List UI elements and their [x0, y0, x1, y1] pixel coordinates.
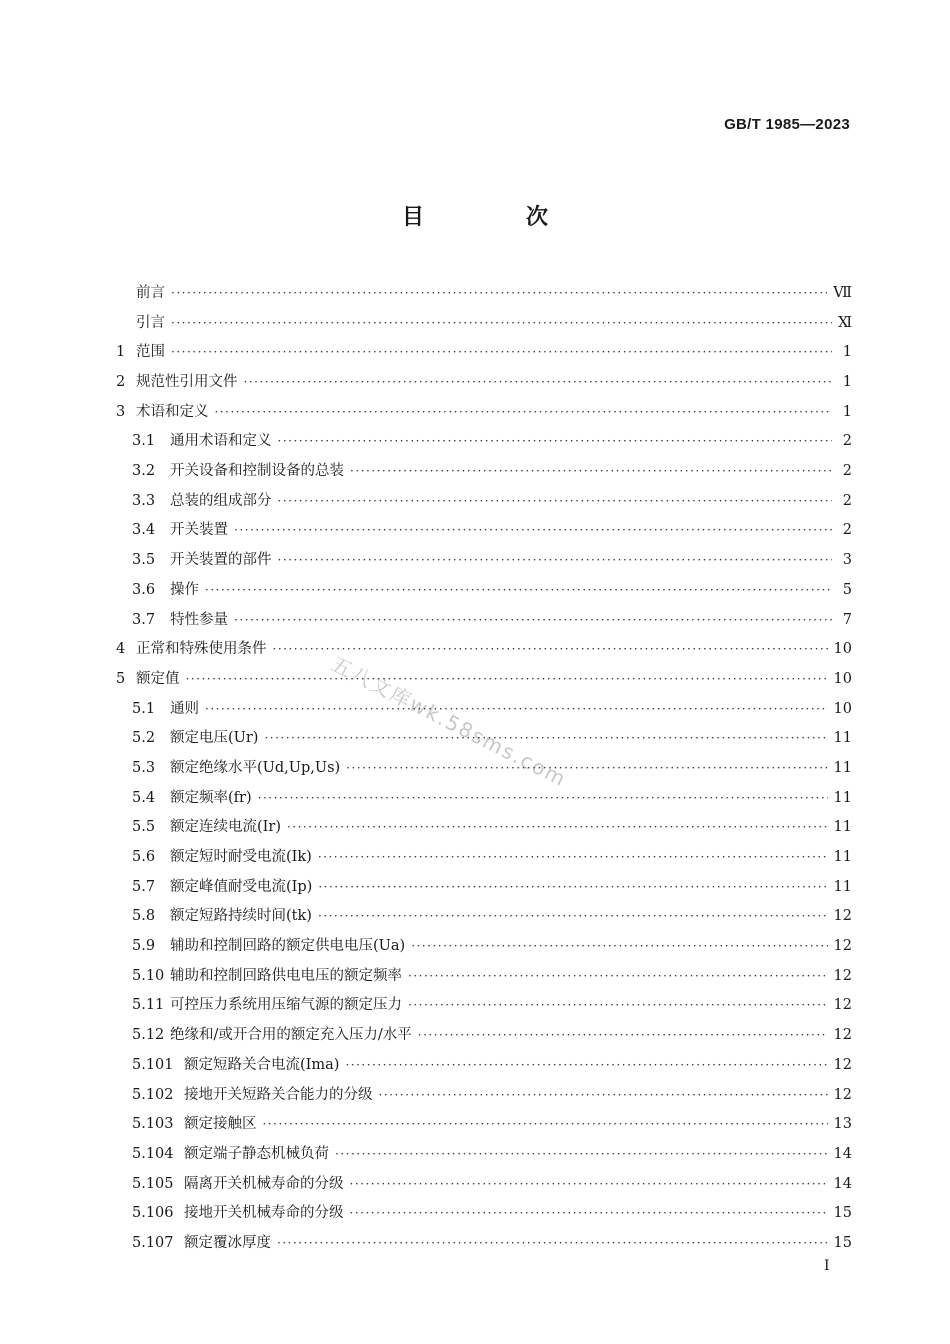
- toc-entry-number: 5.5: [132, 819, 156, 836]
- toc-entry-label: 额定接触区: [184, 1116, 257, 1133]
- toc-entry-number: 5.1: [132, 700, 156, 717]
- toc-entry[interactable]: [116, 665, 852, 695]
- toc-entry-page: 12: [833, 967, 852, 984]
- toc-entry-label: 绝缘和/或开合用的额定充入压力/水平: [170, 1027, 412, 1044]
- toc-entry-page: 10: [833, 670, 852, 687]
- toc-entry-label: 额定覆冰厚度: [184, 1234, 271, 1251]
- toc-dot-leader: [379, 1081, 828, 1111]
- toc-dot-leader: [350, 1170, 828, 1200]
- toc-entry[interactable]: [116, 1051, 852, 1081]
- toc-dot-leader: [278, 487, 833, 517]
- toc-entry-page: 11: [833, 878, 852, 895]
- toc-entry-page: 1: [842, 403, 852, 420]
- toc-entry-page: 13: [833, 1116, 852, 1133]
- toc-entry-label: 额定连续电流(Ir): [170, 819, 281, 836]
- toc-entry-number: 3.6: [132, 581, 156, 598]
- toc-entry-page: 14: [833, 1145, 852, 1162]
- toc-entry[interactable]: [116, 398, 852, 428]
- toc-entry-label: 额定绝缘水平(Ud,Up,Us): [170, 759, 341, 776]
- toc-dot-leader: [171, 338, 832, 368]
- toc-entry[interactable]: [116, 309, 852, 339]
- toc-entry-label: 通用术语和定义: [170, 433, 272, 450]
- toc-entry-number: 5.101: [132, 1056, 174, 1073]
- toc-entry-label: 开关装置的部件: [170, 552, 272, 569]
- toc-entry-number: 5.103: [132, 1116, 174, 1133]
- toc-entry-page: 12: [833, 1056, 852, 1073]
- toc-entry[interactable]: [116, 368, 852, 398]
- toc-entry-page: 11: [833, 789, 852, 806]
- toc-entry-label: 额定频率(fr): [170, 789, 252, 806]
- toc-entry[interactable]: [116, 457, 852, 487]
- toc-entry[interactable]: [116, 932, 852, 962]
- toc-dot-leader: [244, 368, 833, 398]
- toc-dot-leader: [258, 784, 828, 814]
- toc-entry[interactable]: [116, 635, 852, 665]
- toc-dot-leader: [346, 754, 827, 784]
- toc-entry-number: 5.4: [132, 789, 156, 806]
- toc-entry-page: Ⅺ: [837, 314, 852, 331]
- toc-entry-page: 11: [833, 819, 852, 836]
- toc-entry[interactable]: [116, 1199, 852, 1229]
- page-number: I: [824, 1258, 830, 1274]
- toc-dot-leader: [278, 427, 833, 457]
- toc-entry-number: 5.105: [132, 1175, 174, 1192]
- toc-entry-number: 5.10: [132, 967, 165, 984]
- toc-entry-label: 额定短时耐受电流(Ik): [170, 849, 312, 866]
- toc-entry-number: 5.11: [132, 997, 165, 1014]
- toc-dot-leader: [186, 665, 828, 695]
- toc-entry[interactable]: [116, 517, 852, 547]
- toc-entry[interactable]: [116, 1140, 852, 1170]
- standard-code: GB/T 1985—2023: [724, 116, 850, 133]
- toc-entry-page: 12: [833, 938, 852, 955]
- toc-entry-label: 辅助和控制回路的额定供电电压(Ua): [170, 938, 406, 955]
- toc-dot-leader: [215, 398, 833, 428]
- toc-entry-page: 15: [833, 1234, 852, 1251]
- toc-entry-label: 规范性引用文件: [136, 374, 238, 391]
- toc-entry[interactable]: [116, 1229, 852, 1259]
- toc-entry-label: 前言: [136, 284, 165, 301]
- toc-entry[interactable]: [116, 843, 852, 873]
- toc-entry[interactable]: [116, 487, 852, 517]
- toc-entry-label: 接地开关短路关合能力的分级: [184, 1086, 373, 1103]
- toc-entry-number: 5.2: [132, 730, 156, 747]
- toc-entry-number: 5.106: [132, 1205, 174, 1222]
- toc-entry-page: 2: [842, 492, 852, 509]
- toc-entry-label: 开关装置: [170, 522, 228, 539]
- toc-entry-label: 特性参量: [170, 611, 228, 628]
- toc-entry-page: 10: [833, 700, 852, 717]
- toc-dot-leader: [418, 1021, 828, 1051]
- toc-entry-number: 3: [116, 403, 126, 420]
- toc-entry-number: 5.107: [132, 1234, 174, 1251]
- toc-entry-label: 通则: [170, 700, 199, 717]
- toc-entry-number: 5.6: [132, 849, 156, 866]
- toc-dot-leader: [408, 991, 828, 1021]
- toc-entry-number: 5.7: [132, 878, 156, 895]
- toc-entry-number: 3.2: [132, 463, 156, 480]
- toc-entry-number: 3.4: [132, 522, 156, 539]
- toc-dot-leader: [350, 457, 832, 487]
- toc-entry-number: 3.3: [132, 492, 156, 509]
- toc-entry-page: 12: [833, 1086, 852, 1103]
- toc-dot-leader: [411, 932, 827, 962]
- toc-entry-label: 正常和特殊使用条件: [136, 641, 267, 658]
- toc-entry-label: 额定短路持续时间(tk): [170, 908, 312, 925]
- toc-dot-leader: [273, 635, 828, 665]
- toc-entry-page: 2: [842, 433, 852, 450]
- toc-entry[interactable]: [116, 1110, 852, 1140]
- toc-entry-number: 3.1: [132, 433, 156, 450]
- toc-entry-number: 1: [116, 344, 126, 361]
- toc-entry[interactable]: [116, 576, 852, 606]
- toc-dot-leader: [345, 1051, 827, 1081]
- toc-entry-label: 术语和定义: [136, 403, 209, 420]
- toc-entry-label: 范围: [136, 344, 165, 361]
- toc-entry-page: 1: [842, 344, 852, 361]
- toc-entry[interactable]: [116, 427, 852, 457]
- toc-entry[interactable]: [116, 784, 852, 814]
- toc-dot-leader: [264, 724, 827, 754]
- toc-entry-label: 隔离开关机械寿命的分级: [184, 1175, 344, 1192]
- toc-entry-number: 5.12: [132, 1027, 165, 1044]
- toc-entry-page: 10: [833, 641, 852, 658]
- toc-dot-leader: [277, 1229, 828, 1259]
- toc-entry-page: 1: [842, 374, 852, 391]
- toc-dot-leader: [234, 516, 832, 546]
- toc-entry-number: 5.102: [132, 1086, 174, 1103]
- toc-entry-label: 引言: [136, 314, 165, 331]
- toc-entry[interactable]: [116, 902, 852, 932]
- toc-entry[interactable]: [116, 606, 852, 636]
- toc-entry-page: 14: [833, 1175, 852, 1192]
- toc-dot-leader: [171, 279, 827, 309]
- toc-entry[interactable]: [116, 754, 852, 784]
- toc-entry-page: 12: [833, 997, 852, 1014]
- toc-entry-label: 总装的组成部分: [170, 492, 272, 509]
- toc-dot-leader: [287, 813, 828, 843]
- toc-entry-label: 操作: [170, 581, 199, 598]
- toc-entry-label: 接地开关机械寿命的分级: [184, 1205, 344, 1222]
- toc-dot-leader: [205, 695, 828, 725]
- toc-entry[interactable]: [116, 992, 852, 1022]
- toc-dot-leader: [234, 606, 832, 636]
- toc-dot-leader: [205, 576, 832, 606]
- toc-entry[interactable]: [116, 1021, 852, 1051]
- toc-entry-page: 2: [842, 522, 852, 539]
- toc-entry-page: 7: [842, 611, 852, 628]
- toc-dot-leader: [318, 843, 828, 873]
- toc-entry-label: 辅助和控制回路供电电压的额定频率: [170, 967, 402, 984]
- toc-dot-leader: [278, 546, 833, 576]
- toc-entry-page: Ⅶ: [833, 284, 852, 301]
- toc-dot-leader: [171, 309, 832, 339]
- toc-entry-number: 5.3: [132, 759, 156, 776]
- toc-entry-number: 5: [116, 670, 126, 687]
- toc-entry-number: 5.8: [132, 908, 156, 925]
- toc-entry-page: 3: [842, 552, 852, 569]
- toc-entry-number: 3.5: [132, 552, 156, 569]
- toc-entry-label: 可控压力系统用压缩气源的额定压力: [170, 997, 402, 1014]
- toc-entry[interactable]: [116, 962, 852, 992]
- toc-dot-leader: [335, 1140, 828, 1170]
- toc-entry-page: 5: [842, 581, 852, 598]
- toc-entry[interactable]: [116, 1081, 852, 1111]
- watermark: 五八文库wk.58sms.com: [327, 651, 571, 792]
- toc-dot-leader: [350, 1199, 828, 1229]
- toc-entry-page: 12: [833, 1027, 852, 1044]
- toc-entry-number: 5.9: [132, 938, 156, 955]
- toc-entry-label: 额定短路关合电流(Ima): [184, 1056, 340, 1073]
- toc-entry[interactable]: [116, 813, 852, 843]
- toc-entry[interactable]: [116, 279, 852, 309]
- toc-entry-number: 2: [116, 374, 126, 391]
- toc-entry-label: 开关设备和控制设备的总装: [170, 463, 344, 480]
- toc-entry[interactable]: [116, 724, 852, 754]
- table-of-contents: [116, 279, 852, 1259]
- toc-entry-number: 3.7: [132, 611, 156, 628]
- toc-entry-number: 4: [116, 641, 126, 658]
- toc-entry-label: 额定值: [136, 670, 180, 687]
- toc-dot-leader: [318, 902, 828, 932]
- toc-entry-page: 11: [833, 849, 852, 866]
- toc-entry[interactable]: [116, 546, 852, 576]
- toc-dot-leader: [408, 962, 828, 992]
- page-title: 目 次: [401, 205, 588, 230]
- toc-entry[interactable]: [116, 338, 852, 368]
- toc-entry-label: 额定端子静态机械负荷: [184, 1145, 329, 1162]
- toc-entry-label: 额定峰值耐受电流(Ip): [170, 878, 313, 895]
- toc-entry-label: 额定电压(Ur): [170, 730, 259, 747]
- toc-entry[interactable]: [116, 1170, 852, 1200]
- toc-entry-page: 11: [833, 730, 852, 747]
- toc-entry-page: 15: [833, 1205, 852, 1222]
- toc-entry-page: 12: [833, 908, 852, 925]
- toc-entry-page: 2: [842, 463, 852, 480]
- toc-entry-page: 11: [833, 759, 852, 776]
- toc-entry[interactable]: [116, 873, 852, 903]
- toc-dot-leader: [318, 873, 827, 903]
- toc-entry[interactable]: [116, 695, 852, 725]
- toc-entry-number: 5.104: [132, 1145, 174, 1162]
- toc-dot-leader: [263, 1110, 828, 1140]
